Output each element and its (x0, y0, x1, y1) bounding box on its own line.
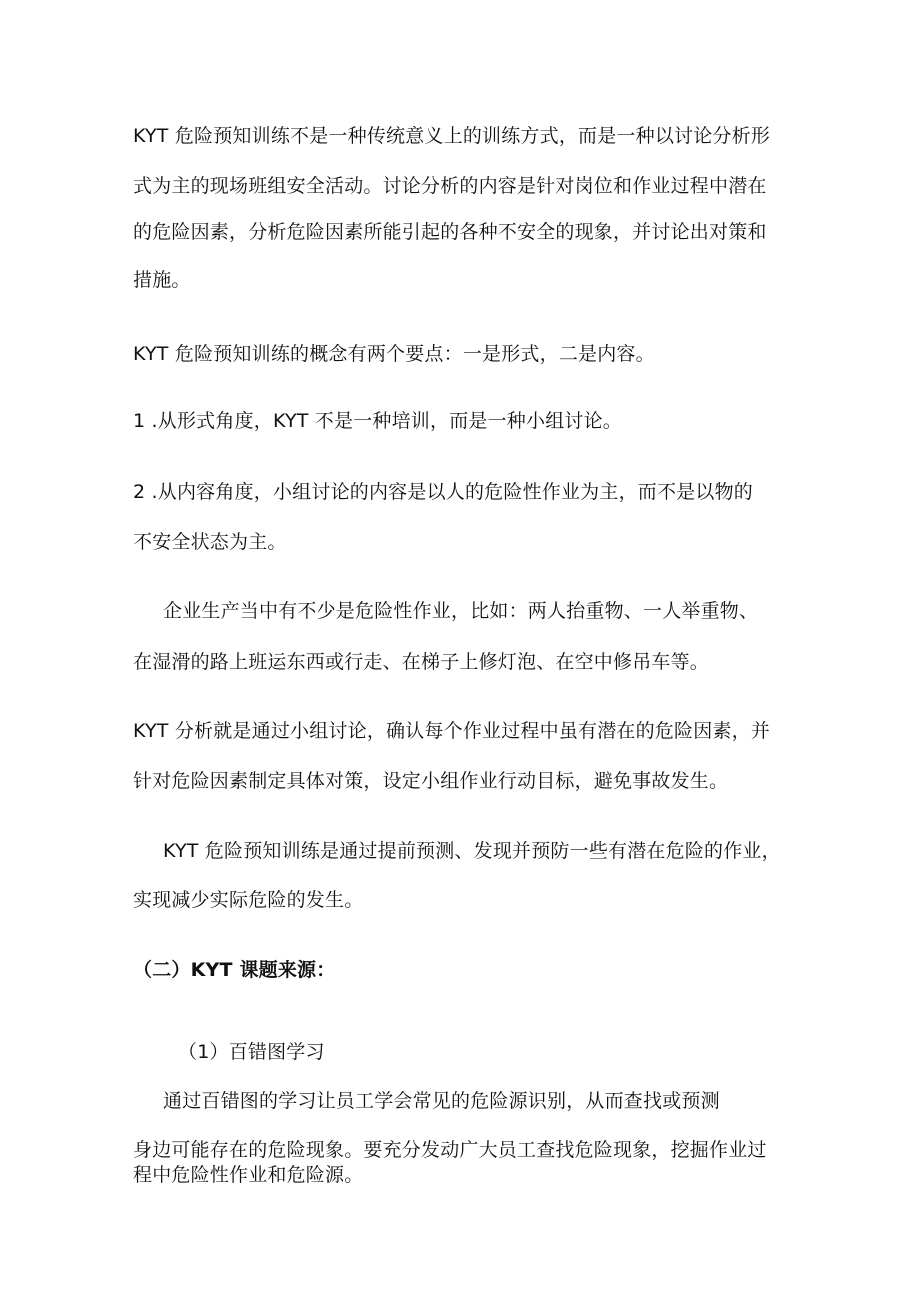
paragraph-7-line-1: KYT 危险预知训练是通过提前预测、发现并预防一些有潜在危险的作业， (163, 840, 781, 862)
paragraph-5-line-2: 在湿滑的路上班运东西或行走、在梯子上修灯泡、在空中修吊车等。 (133, 651, 710, 673)
paragraph-1-line-3: 的危险因素，分析危险因素所能引起的各种不安全的现象，并讨论出对策和 (133, 221, 767, 243)
paragraph-1-line-1: KYT 危险预知训练不是一种传统意义上的训练方式，而是一种以讨论分析形 (133, 125, 771, 147)
final-paragraph-line-1: 通过百错图的学习让员工学会常见的危险源识别，从而查找或预测 (163, 1090, 720, 1112)
final-paragraph-line-3: 程中危险性作业和危险源。 (133, 1164, 364, 1186)
paragraph-1-line-2: 式为主的现场班组安全活动。讨论分析的内容是针对岗位和作业过程中潜在 (133, 175, 767, 197)
paragraph-6-line-2: 针对危险因素制定具体对策，设定小组作业行动目标，避免事故发生。 (133, 770, 729, 792)
paragraph-6-line-1: KYT 分析就是通过小组讨论，确认每个作业过程中虽有潜在的危险因素，并 (133, 720, 771, 742)
section-heading: （二）KYT 课题来源： (133, 959, 336, 981)
numbered-item-1: 1 .从形式角度，KYT 不是一种培训，而是一种小组讨论。 (133, 410, 623, 432)
numbered-item-2-line-1: 2 .从内容角度，小组讨论的内容是以人的危险性作业为主，而不是以物的 (133, 481, 753, 503)
paragraph-5-line-1: 企业生产当中有不少是危险性作业，比如：两人抬重物、一人举重物、 (163, 600, 759, 622)
paragraph-2-line-1: KYT 危险预知训练的概念有两个要点：一是形式，二是内容。 (133, 343, 655, 365)
paragraph-7-line-2: 实现减少实际危险的发生。 (133, 889, 364, 911)
numbered-item-2-line-2: 不安全状态为主。 (133, 531, 287, 553)
subsection-heading: （1）百错图学习 (178, 1041, 325, 1063)
paragraph-1-line-4: 措施。 (133, 269, 191, 291)
final-paragraph-line-2: 身边可能存在的危险现象。要充分发动广大员工查找危险现象，挖掘作业过 (133, 1139, 767, 1161)
